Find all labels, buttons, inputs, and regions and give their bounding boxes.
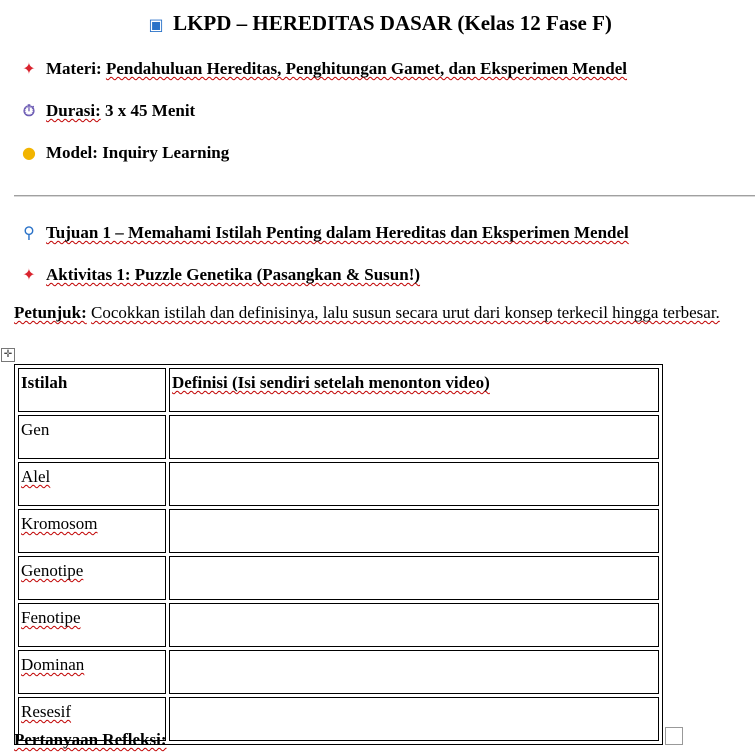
definition-cell[interactable] <box>169 697 659 741</box>
term-cell: Genotipe <box>18 556 166 600</box>
petunjuk-text: Cocokkan istilah dan definisinya, lalu susun secara urut dari konsep terkecil hingga terbesar. <box>90 303 720 322</box>
pushpin-icon: ✦ <box>22 59 36 78</box>
header-istilah: Istilah <box>18 368 166 412</box>
term-cell: Gen <box>18 415 166 459</box>
table-header-row <box>18 368 659 412</box>
materi-label: Materi: <box>46 59 102 78</box>
definition-cell[interactable] <box>169 650 659 694</box>
table-move-handle-icon[interactable]: ✛ <box>1 348 15 362</box>
term-cell: Dominan <box>18 650 166 694</box>
table-row <box>18 509 659 553</box>
light-bulb-icon: ● <box>22 143 36 162</box>
table-row <box>18 603 659 647</box>
aktivitas-text: Aktivitas 1: Puzzle Genetika (Pasangkan & Susun!) <box>46 265 421 284</box>
refleksi-heading: Pertanyaan Refleksi: <box>14 730 167 749</box>
term-table <box>14 364 663 745</box>
stopwatch-icon: ⏱ <box>22 101 36 120</box>
table-row <box>18 650 659 694</box>
tujuan-heading <box>16 220 629 246</box>
definition-cell[interactable] <box>169 556 659 600</box>
magnifier-icon: ⚲ <box>23 223 35 242</box>
term-cell: Kromosom <box>18 509 166 553</box>
horizontal-divider <box>14 195 755 197</box>
definition-cell[interactable] <box>169 462 659 506</box>
model-line <box>16 140 229 166</box>
aktivitas-heading <box>16 262 420 288</box>
definition-cell[interactable] <box>169 603 659 647</box>
durasi-label: Durasi: <box>46 101 101 120</box>
table-row <box>18 462 659 506</box>
page-title-text: LKPD – HEREDITAS DASAR (Kelas 12 Fase F) <box>173 11 612 35</box>
materi-line <box>16 56 627 82</box>
durasi-value: 3 x 45 Menit <box>105 101 196 120</box>
petunjuk-label: Petunjuk: <box>14 303 87 322</box>
model-label: Model: <box>46 143 98 162</box>
model-value: Inquiry Learning <box>102 143 230 162</box>
table-row <box>18 556 659 600</box>
pushpin-icon: ✦ <box>22 265 36 284</box>
page-title <box>0 8 755 38</box>
petunjuk-paragraph <box>14 301 729 325</box>
definition-cell[interactable] <box>169 415 659 459</box>
term-cell: Fenotipe <box>18 603 166 647</box>
durasi-line <box>16 98 195 124</box>
tujuan-text: Tujuan 1 – Memahami Istilah Penting dalam Hereditas dan Eksperimen Mendel <box>46 223 629 242</box>
blue-book-icon: ▣ <box>148 15 164 34</box>
table-resize-handle[interactable] <box>665 727 683 745</box>
header-definisi: Definisi (Isi sendiri setelah menonton video) <box>169 368 659 412</box>
definition-cell[interactable] <box>169 509 659 553</box>
table-row <box>18 415 659 459</box>
materi-value: Pendahuluan Hereditas, Penghitungan Gamet, dan Eksperimen Mendel <box>105 59 628 78</box>
term-cell: Resesif <box>18 697 166 741</box>
term-cell: Alel <box>18 462 166 506</box>
